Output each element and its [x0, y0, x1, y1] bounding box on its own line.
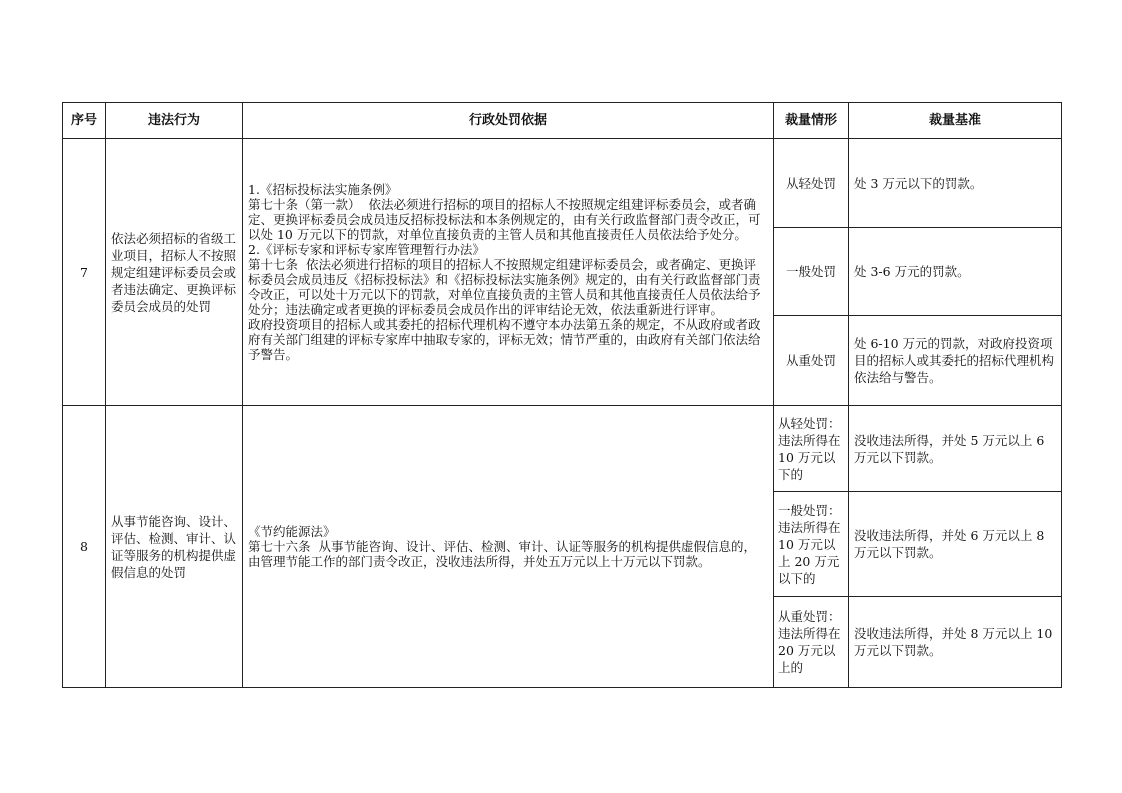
table-row: [63, 406, 1062, 492]
standard-heavy: 处 6-10 万元的罚款，对政府投资项目的招标人或其委托的招标代理机构依法给与警告。: [849, 316, 1062, 406]
violation-act: 依法必须招标的省级工业项目，招标人不按照规定组建评标委员会或者违法确定、更换评标委员会成员的处罚: [106, 139, 243, 406]
header-no: 序号: [63, 103, 106, 139]
situation-heavy: 从重处罚: [774, 316, 849, 406]
situation-light: 从轻处罚: [774, 139, 849, 228]
table-row: [63, 139, 1062, 228]
standard-general: 处 3-6 万元的罚款。: [849, 228, 1062, 316]
situation-heavy: 从重处罚：违法所得在 20 万元以上的: [774, 597, 849, 688]
situation-general: 一般处罚：违法所得在 10 万元以上 20 万元以下的: [774, 492, 849, 597]
standard-light: 处 3 万元以下的罚款。: [849, 139, 1062, 228]
header-act: 违法行为: [106, 103, 243, 139]
row-number: 7: [63, 139, 106, 406]
standard-general: 没收违法所得，并处 6 万元以上 8 万元以下罚款。: [849, 492, 1062, 597]
penalty-basis: 《节约能源法》 第七十六条 从事节能咨询、设计、评估、检测、审计、认证等服务的机构提供虚假信息的，由管理节能工作的部门责令改正，没收违法所得，并处五万元以上十万元以下罚款。: [243, 406, 774, 688]
penalty-basis: 1.《招标投标法实施条例》 第七十条（第一款） 依法必须进行招标的项目的招标人不按照规定组建评标委员会，或者确定、更换评标委员会成员违反招标投标法和本条例规定的，由有关行政监督部门责令改正，可以处 10 万元以下的罚款，对单位直接负责的主管人员和其他直接责任人员依法给予处分。 2.《评标专家和评标专家库管理暂行办法》 第十七条 依法必须进行招标的项目的招标人不按照规定组建评标委员会，或者确定、更换评标委员会成员违反《招标投标法》和《招标投标法实施条例》规定的，由有关行政监督部门责令改正，可以处十万元以下的罚款，对单位直接负责的主管人员和其他直接责任人员依法给予处分；违法确定或者更换的评标委员会成员作出的评审结论无效，依法重新进行评审。 政府投资项目的招标人或其委托的招标代理机构不遵守本办法第五条的规定，不从政府或者政府有关部门组建的评标专家库中抽取专家的，评标无效；情节严重的，由政府有关部门依法给予警告。: [243, 139, 774, 406]
situation-light: 从轻处罚：违法所得在 10 万元以下的: [774, 406, 849, 492]
violation-act: 从事节能咨询、设计、评估、检测、审计、认证等服务的机构提供虚假信息的处罚: [106, 406, 243, 688]
situation-general: 一般处罚: [774, 228, 849, 316]
row-number: 8: [63, 406, 106, 688]
header-situation: 裁量情形: [774, 103, 849, 139]
standard-heavy: 没收违法所得，并处 8 万元以上 10 万元以下罚款。: [849, 597, 1062, 688]
standard-light: 没收违法所得，并处 5 万元以上 6 万元以下罚款。: [849, 406, 1062, 492]
header-standard: 裁量基准: [849, 103, 1062, 139]
header-basis: 行政处罚依据: [243, 103, 774, 139]
header-row: [63, 103, 1062, 139]
penalty-standard-table: [62, 102, 1062, 688]
